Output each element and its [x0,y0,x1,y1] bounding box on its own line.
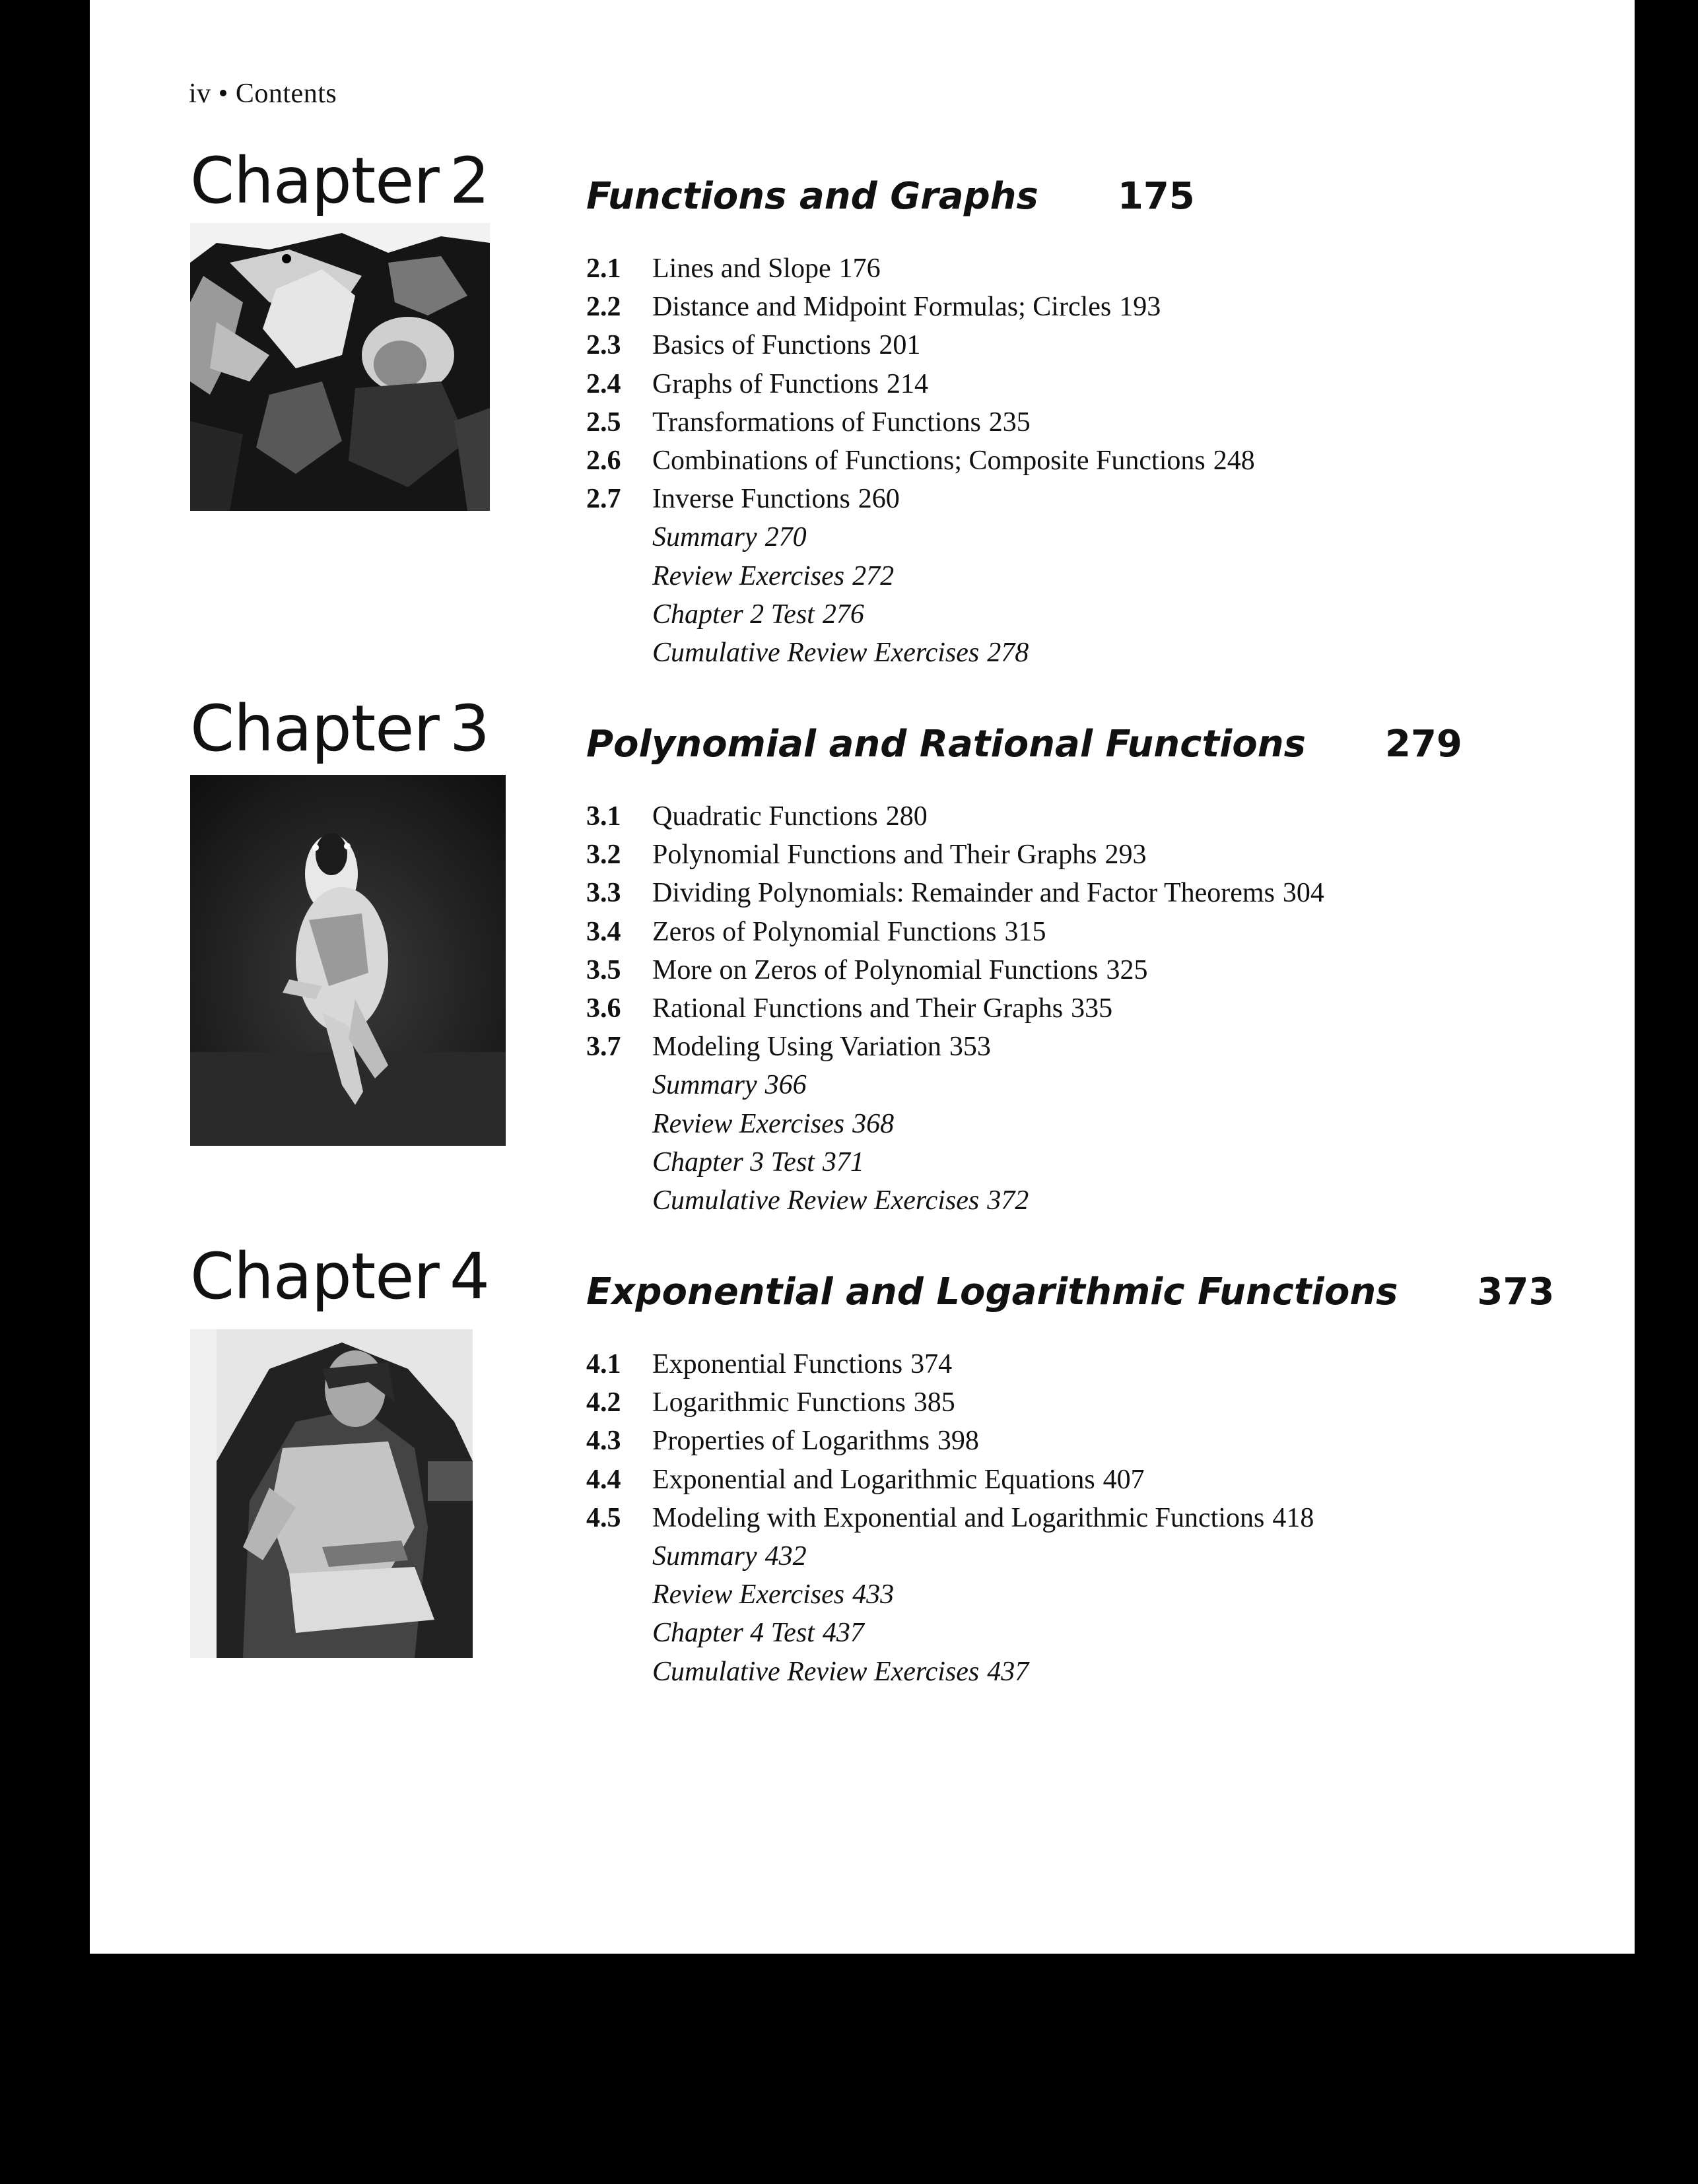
section-page: 293 [1104,840,1147,871]
extra-title: Chapter 4 Test [652,1618,815,1649]
extra-page: 437 [987,1656,1029,1687]
palm-scene-image [190,223,490,511]
section-page: 418 [1272,1502,1314,1533]
toc-entry[interactable] [586,365,1255,403]
section-number: 3.1 [586,801,621,832]
extra-page: 371 [822,1146,864,1177]
extra-title: Summary [652,1541,757,1572]
toc-extra-entry[interactable] [586,1537,1314,1575]
extra-page: 433 [852,1579,895,1610]
extra-page: 272 [852,560,895,591]
section-number: 2.1 [586,253,621,284]
chapter-title-text: Exponential and Logarithmic Functions [586,1271,1398,1313]
chapter-title-text: Functions and Graphs [586,175,1038,218]
toc-extra-entry[interactable] [586,557,1255,595]
section-page: 335 [1071,993,1113,1024]
chapter-label [190,692,489,766]
section-number: 2.6 [586,446,621,477]
toc-extra-entry[interactable] [586,1066,1324,1104]
section-number: 2.4 [586,368,621,399]
section-page: 315 [1004,916,1046,947]
section-page: 193 [1119,292,1161,323]
section-number: 4.1 [586,1349,621,1379]
section-number: 4.5 [586,1502,621,1533]
extra-title: Review Exercises [652,1579,845,1610]
toc-extra-entry[interactable] [586,1653,1314,1691]
chapter-word: Chapter [190,692,439,766]
toc-entry[interactable] [586,913,1324,951]
section-title: More on Zeros of Polynomial Functions [652,954,1099,985]
extra-title: Chapter 2 Test [652,599,815,630]
section-page: 385 [913,1387,955,1418]
extra-title: Review Exercises [652,560,845,591]
extra-page: 372 [987,1185,1029,1216]
section-title: Graphs of Functions [652,368,879,399]
extra-title: Cumulative Review Exercises [652,638,980,669]
extra-title: Review Exercises [652,1108,845,1139]
toc-entry[interactable] [586,1422,1314,1460]
section-number: 2.3 [586,330,621,361]
toc-entry[interactable] [586,989,1324,1028]
toc-entry[interactable] [586,874,1324,912]
chapter-title [586,175,1195,218]
extra-title: Cumulative Review Exercises [652,1656,980,1687]
section-page: 407 [1103,1464,1145,1495]
section-page: 214 [886,368,928,399]
section-number: 3.2 [586,840,621,871]
extra-page: 270 [764,522,807,553]
section-page: 398 [937,1426,979,1457]
toc-entry[interactable] [586,1461,1314,1499]
section-title: Distance and Midpoint Formulas; Circles [652,292,1112,323]
section-page: 353 [949,1032,991,1063]
jumping-dog-image [190,775,506,1146]
section-title: Polynomial Functions and Their Graphs [652,840,1097,871]
section-title: Logarithmic Functions [652,1387,906,1418]
section-title: Combinations of Functions; Composite Functions [652,446,1206,477]
toc-entry[interactable] [586,1499,1314,1537]
toc-entry[interactable] [586,1345,1314,1383]
rider-image [190,1329,473,1658]
section-list [586,249,1255,672]
toc-extra-entry[interactable] [586,518,1255,556]
toc-entry[interactable] [586,836,1324,874]
chapter-number: 3 [449,692,489,766]
chapter-label [190,144,489,218]
chapter-label [190,1240,489,1313]
chapter-word: Chapter [190,144,439,218]
section-title: Inverse Functions [652,484,850,515]
section-number: 3.7 [586,1032,621,1063]
toc-entry[interactable] [586,951,1324,989]
section-title: Lines and Slope [652,253,831,284]
section-title: Properties of Logarithms [652,1426,930,1457]
section-list [586,797,1324,1220]
extra-title: Summary [652,522,757,553]
section-title: Zeros of Polynomial Functions [652,916,997,947]
section-page: 235 [988,407,1031,438]
section-number: 3.5 [586,954,621,985]
chapter-number: 4 [449,1240,489,1313]
running-head: iv • Contents [189,79,337,109]
chapter-word: Chapter [190,1240,439,1313]
section-page: 248 [1213,446,1255,477]
extra-title: Chapter 3 Test [652,1146,815,1177]
section-title: Exponential Functions [652,1349,903,1379]
section-title: Quadratic Functions [652,801,878,832]
extra-page: 432 [764,1541,807,1572]
section-number: 2.7 [586,484,621,515]
section-title: Basics of Functions [652,330,871,361]
extra-title: Cumulative Review Exercises [652,1185,980,1216]
toc-entry[interactable] [586,1383,1314,1422]
extra-title: Summary [652,1070,757,1101]
chapter-4 [0,1240,1698,1746]
toc-entry[interactable] [586,249,1255,288]
extra-page: 368 [852,1108,895,1139]
section-number: 4.4 [586,1464,621,1495]
section-title: Modeling Using Variation [652,1032,941,1063]
section-page: 374 [910,1349,953,1379]
section-title: Modeling with Exponential and Logarithmic Functions [652,1502,1265,1533]
section-number: 3.3 [586,878,621,909]
chapter-title [586,723,1462,766]
section-page: 260 [858,484,900,515]
toc-extra-entry[interactable] [586,634,1255,672]
section-page: 176 [838,253,881,284]
chapter-page: 279 [1384,723,1462,766]
chapter-page: 175 [1117,175,1195,218]
toc-entry[interactable] [586,1028,1324,1066]
toc-entry[interactable] [586,288,1255,326]
extra-page: 278 [987,638,1029,669]
chapter-number: 2 [449,144,489,218]
toc-extra-entry[interactable] [586,1143,1324,1181]
chapter-3 [0,692,1698,1216]
chapter-page: 373 [1477,1271,1555,1313]
extra-page: 366 [764,1070,807,1101]
toc-extra-entry[interactable] [586,1105,1324,1143]
section-page: 325 [1106,954,1148,985]
section-title: Transformations of Functions [652,407,981,438]
toc-extra-entry[interactable] [586,1575,1314,1614]
toc-entry[interactable] [586,403,1255,442]
chapter-title-text: Polynomial and Rational Functions [586,723,1306,766]
toc-entry[interactable] [586,442,1255,480]
section-page: 280 [885,801,928,832]
section-title: Exponential and Logarithmic Equations [652,1464,1095,1495]
section-number: 2.2 [586,292,621,323]
chapter-4-photo [190,1329,473,1658]
toc-entry[interactable] [586,480,1255,518]
chapter-3-photo [190,775,506,1146]
chapter-2 [0,144,1698,669]
section-title: Rational Functions and Their Graphs [652,993,1064,1024]
toc-extra-entry[interactable] [586,595,1255,634]
section-number: 3.4 [586,916,621,947]
section-page: 201 [879,330,921,361]
section-list [586,1345,1314,1691]
toc-entry[interactable] [586,326,1255,364]
section-title: Dividing Polynomials: Remainder and Factor Theorems [652,878,1275,909]
section-page: 304 [1282,878,1324,909]
section-number: 4.2 [586,1387,621,1418]
extra-page: 437 [822,1618,864,1649]
toc-extra-entry[interactable] [586,1181,1324,1220]
extra-page: 276 [822,599,864,630]
toc-extra-entry[interactable] [586,1614,1314,1652]
section-number: 2.5 [586,407,621,438]
toc-entry[interactable] [586,797,1324,836]
section-number: 3.6 [586,993,621,1024]
chapter-2-photo [190,223,490,511]
section-number: 4.3 [586,1426,621,1457]
chapter-title [586,1271,1555,1313]
